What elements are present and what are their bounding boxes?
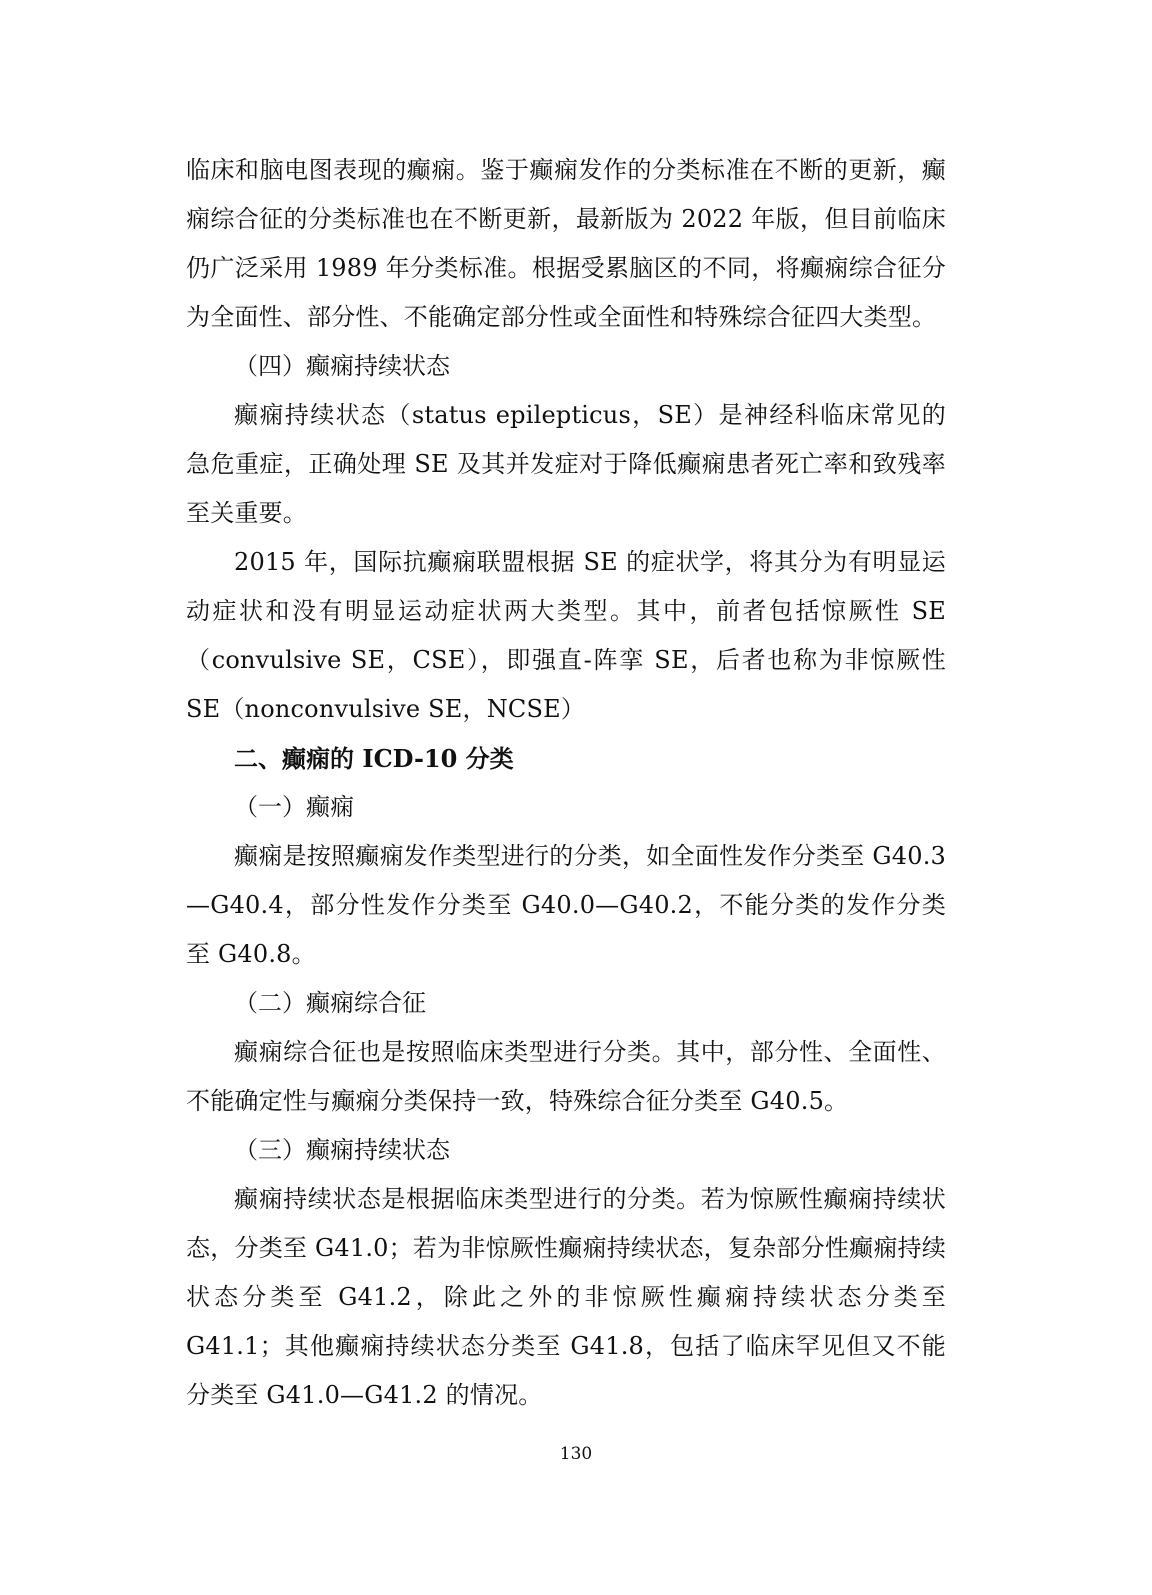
subheading-status-epilepticus-icd: （三）癫痫持续状态 xyxy=(234,1136,450,1164)
paragraph-syndrome-icd: 癫痫综合征也是按照临床类型进行分类。其中，部分性、全面性、不能确定性与癫痫分类保持一致，特殊综合征分类至 G40.5。 xyxy=(186,1038,946,1115)
paragraph-se-types: 2015 年，国际抗癫痫联盟根据 SE 的症状学，将其分为有明显运动症状和没有明显运动症状两大类型。其中，前者包括惊厥性 SE（convulsive SE，CSE），即强直-阵挛 SE，后者也称为非惊厥性 SE（nonconvulsive SE，NCSE） xyxy=(186,548,946,723)
paragraph-epilepsy-icd: 癫痫是按照癫痫发作类型进行的分类，如全面性发作分类至 G40.3—G40.4，部分性发作分类至 G40.0—G40.2，不能分类的发作分类至 G40.8。 xyxy=(186,842,946,968)
section-heading-icd10: 二、癫痫的 ICD-10 分类 xyxy=(234,744,514,773)
subheading-epilepsy-syndrome: （二）癫痫综合征 xyxy=(234,989,426,1017)
paragraph-se-icd: 癫痫持续状态是根据临床类型进行的分类。若为惊厥性癫痫持续状态，分类至 G41.0；若为非惊厥性癫痫持续状态，复杂部分性癫痫持续状态分类至 G41.2，除此之外的非惊厥性癫痫持续状态分类至 G41.1；其他癫痫持续状态分类至 G41.8，包括了临床罕见但又不能分类至 G41.0—G41.2 的情况。 xyxy=(186,1185,946,1409)
subheading-epilepsy: （一）癫痫 xyxy=(234,793,354,821)
paragraph-se-definition: 癫痫持续状态（status epilepticus，SE）是神经科临床常见的急危重症，正确处理 SE 及其并发症对于降低癫痫患者死亡率和致残率至关重要。 xyxy=(186,401,946,527)
page-number: 130 xyxy=(559,1444,593,1464)
subheading-status-epilepticus: （四）癫痫持续状态 xyxy=(234,352,450,380)
paragraph-epilepsy-syndrome-classification: 临床和脑电图表现的癫痫。鉴于癫痫发作的分类标准在不断的更新，癫痫综合征的分类标准也在不断更新，最新版为 2022 年版，但目前临床仍广泛采用 1989 年分类标准。根据受累脑区的不同，将癫痫综合征分为全面性、部分性、不能确定部分性或全面性和特殊综合征四大类型。 xyxy=(186,156,946,331)
document-body xyxy=(186,146,946,1420)
